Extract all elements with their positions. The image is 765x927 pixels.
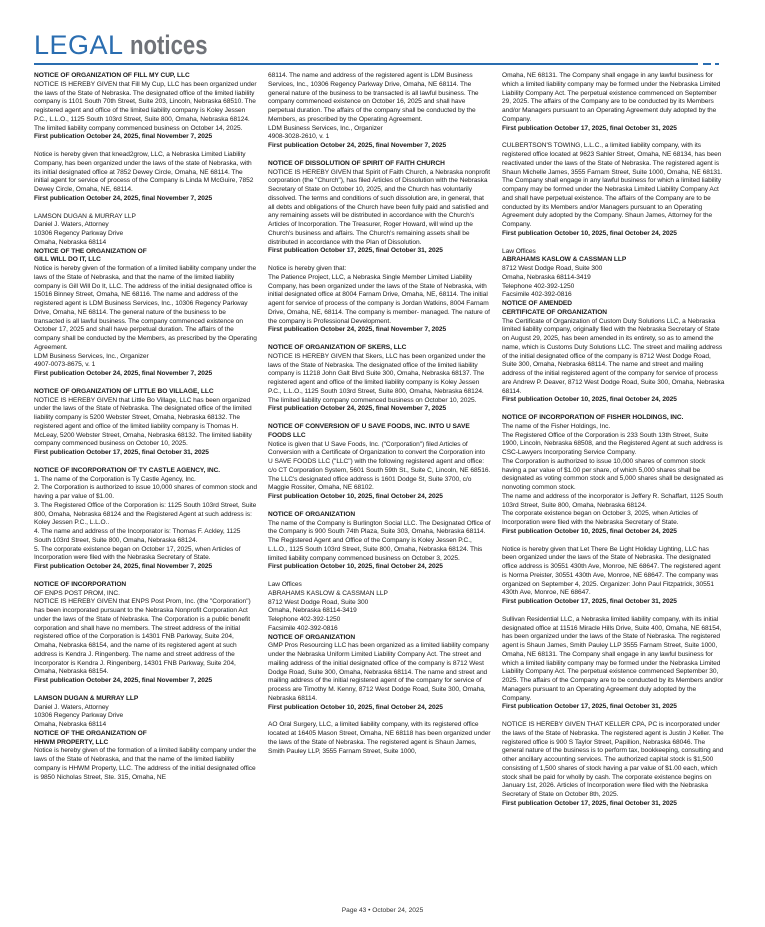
notice-body: The Certificate of Organization of Custom Duty Solutions LLC, a Nebraska limited liability company, originally filed with the Nebraska Secretary of State on August 29, 2025, has been amended in its entirety, so as to amend the name, which is Customs Duty Solutions LLC. The street and mailing address of the initial designated office of the company is 8712 West Dodge Road, Suite 300, Omaha, Nebraska 68114. The name and street and mailing address of the initial registered agent of the company for service of process are Andrew P. Deaver, 8712 West Dodge Road, Suite 300, Omaha, Nebraska 68114. [502, 317, 725, 395]
notice-heading: NOTICE OF CONVERSION OF U SAVE FOODS, INC. INTO U SAVE FOODS LLC [268, 423, 470, 439]
legal-notice [502, 616, 725, 712]
publication-dates: First publication October 10, 2025, final October 24, 2025 [268, 493, 443, 500]
legal-notice [34, 72, 257, 142]
legal-notice [34, 213, 257, 379]
notice-body: 3. The Registered Office of the Corporation is: 1125 South 103rd Street, Suite 800, Omaha, Nebraska 68124 and the Registered Agent at such address is: Koley Jessen P.C., L.L.O.. [34, 501, 257, 527]
notice-body: The name of the Fisher Holdings, Inc. [502, 422, 611, 430]
notice-body: LDM Business Services, Inc., Organizer [34, 352, 149, 360]
legal-notice [268, 721, 491, 756]
notice-body: NOTICE IS HEREBY GIVEN that Spirit of Faith Church, a Nebraska nonprofit corporation (the "Church"), has filed Articles of Dissolution with the Nebraska Secretary of State on October 10, 2025, and the Church has voluntarily dissolved. The terms and conditions of such dissolution are, in general, that all debts and obligations of the Church have been fully paid and satisfied and any remaining assets will be distributed in accordance with the Church's Articles of Incorporation. The Treasurer, Roger Howard, will wind up the Church's business and affairs. The Church's remaining assets shall be distributed in accordance with the Plan of Dissolution. [268, 168, 491, 246]
notice-body: The Patience Project, LLC, a Nebraska Single Member Limited Liability Company, has been organized under the laws of the State of Nebraska, with initial designated office at 8004 Farnam Drive, Omaha, NE, 68114. The initial agent for service of process of the company is Jordan Watkins, 8004 Farnam Drive, Omaha, NE, 68114. The company is member- managed. The nature of the company is Professional Development. [268, 273, 490, 325]
publication-dates: First publication October 10, 2025, final October 24, 2025 [268, 703, 443, 711]
notice-heading: NOTICE OF ORGANIZATION [268, 633, 356, 641]
publication-dates: First publication October 24, 2025, final November 7, 2025 [268, 405, 447, 413]
notice-body: Omaha, Nebraska 68114 [34, 721, 107, 728]
notice-body: Notice is hereby given that: [268, 265, 347, 272]
notice-heading: NOTICE OF DISSOLUTION OF SPIRIT OF FAITH CHURCH [268, 159, 445, 167]
legal-notice [268, 511, 491, 572]
legal-notice [502, 546, 725, 607]
notice-body: CULBERTSON'S TOWING, L.L.C., a limited liability company, with its registered office located at 9623 Sahler Street, Omaha, NE 68134, has been reactivated under the laws of the State of Nebraska. The registered agent is Shaun Michelle James, 3555 Farnam Street, Suite 1000, Omaha, NE 68131. The Company shall engage in any lawful business for which a limited liability company may be formed under the Nebraska Limited Liability Company Act and shall have perpetual existence. The affairs of the Company are to be conducted by its Members and/or Managers pursuant to an Operating Agreement duly adopted by the Company. Shaun James, Attorney for the Company. [502, 142, 723, 228]
notice-heading: GILL WILL DO IT, LLC [34, 256, 101, 264]
notice-body: Omaha, Nebraska 68114-3419 [268, 607, 357, 615]
notice-body: 10306 Regency Parkway Drive [34, 230, 124, 237]
notice-body: The name of the Company is Burlington Social LLC. The Designated Office of the Company is 900 South 74th Plaza, Suite 303, Omaha, Nebraska 68114. The Registered Agent and Office of the Company is Koley Jessen P.C., L.L.O., 1125 South 103rd Street, Suite 800, Omaha, Nebraska 68124. This limited liability company commenced business on October 3, 2025. [268, 519, 491, 562]
notice-body: LAMSON DUGAN & MURRAY LLP [34, 212, 136, 220]
notice-body: Omaha, Nebraska 68114 [34, 238, 107, 246]
notice-body: Telephone 402-392-1250 [268, 616, 341, 623]
publication-dates: First publication October 10, 2025, final October 24, 2025 [268, 563, 443, 571]
notice-body: Facsimile 402-392-0816 [268, 624, 338, 632]
legal-notice [268, 581, 491, 712]
publication-dates: First publication October 17, 2025, final October 31, 2025 [502, 799, 677, 807]
legal-notice [268, 160, 491, 256]
legal-notice [34, 467, 257, 572]
notice-body: ABRAHAMS KASLOW & CASSMAN LLP [268, 589, 388, 597]
notice-body: Omaha, Nebraska 68114-3419 [502, 273, 591, 281]
notice-body: Notice is hereby given that knead2grow, LLC, a Nebraska Limited Liability Company, has been organized under the laws of the state of Nebraska, with its initial designated office at 7852 Dewey Circle, Omaha, NE 68114. The initial agent for service of process of the Company is Linda M McGuire, 7852 Dewey Circle, Omaha, NE, 68114. [34, 151, 254, 193]
publication-dates: First publication October 17, 2025, final October 31, 2025 [502, 703, 677, 711]
notice-body: The corporate existence began on October 3, 2025, when Articles of Incorporation were filed with the Nebraska Secretary of State. [502, 510, 698, 526]
publication-dates: First publication October 17, 2025, final October 31, 2025 [502, 124, 677, 132]
notice-body: 4907-0073-8675, v. 1 [34, 361, 96, 369]
notice-heading: NOTICE OF ORGANIZATION [268, 510, 356, 518]
notice-body: The Corporation is authorized to issue 10,000 shares of common stock having a par value of $1.00 per share, of which 5,000 shares shall be designated as voting common stock and 5,000 shares shall be designated as nonvoting common stock. [502, 457, 724, 491]
notice-heading: NOTICE OF THE ORGANIZATION OF [34, 729, 147, 737]
column-3 [502, 72, 725, 902]
publication-dates: First publication October 24, 2025, final November 7, 2025 [34, 133, 213, 141]
notice-body: 68114. The name and address of the registered agent is LDM Business Services, Inc., 10306 Regency Parkway Drive, Omaha, NE 68114. The general nature of the business to be transacted is all lawful business. The company commenced existence on October 16, 2025 and shall have perpetual duration. The affairs of the company shall be conducted by the Members, as prescribed by the Operating Agreement. [268, 72, 479, 123]
notice-body: Telephone 402-392-1250 [502, 282, 575, 290]
notice-body: LDM Business Services, Inc., Organizer [268, 124, 383, 132]
publication-dates: First publication October 10, 2025, final October 24, 2025 [502, 229, 677, 237]
legal-notice [34, 581, 257, 686]
notice-body: Facsimile 402-392-0816 [502, 291, 572, 299]
notice-body: The Registered Office of the Corporation is 233 South 13th Street, Suite 1900, Lincoln, Nebraska 68508, and the Registered Agent at such address is CSC-Lawyers Incorporating Service Company. [502, 431, 723, 456]
notice-heading: ABRAHAMS KASLOW & CASSMAN LLP [502, 256, 627, 264]
legal-notice [268, 423, 491, 502]
notice-body: 4908-3028-2610, v. 1 [268, 133, 330, 141]
column-1 [34, 72, 257, 902]
notice-columns [34, 72, 726, 902]
publication-dates: First publication October 24, 2025, final November 7, 2025 [268, 142, 447, 149]
masthead-rule-dash [715, 63, 719, 65]
notice-heading: NOTICE OF THE ORGANIZATION OF [34, 247, 147, 255]
notice-body: 10306 Regency Parkway Drive [34, 712, 124, 720]
legal-notice [268, 344, 491, 414]
notice-body: Notice is hereby given that Let There Be Light Holiday Lighting, LLC has been organized under the laws of the State of Nebraska. The designated office address is 30551 430th Ave, Monroe, NE 68647. The registered agent is Norma Preister, 30551 430th Ave, Monroe, NE 68647. The company was organized on September 4, 2025. Organizer: John Paul Fitzpatrick, 30551 430th Ave, Monroe, NE 68647. [502, 545, 721, 597]
legal-notice [34, 695, 257, 783]
masthead [34, 30, 224, 64]
notice-body: NOTICE IS HEREBY GIVEN that Fill My Cup, LLC has been organized under the laws of the State of Nebraska. The designated office of the limited liability company is 1101 South 70th Street, Suite 203, Lincoln, Nebraska 68510. The registered agent and office of the limited liability company is Koley Jessen P.C., L.L.O., 1125 South 103rd Street, Suite 800, Omaha, Nebraska 68124. The limited liability company commenced business on October 14, 2025. [34, 80, 257, 132]
notice-body: 8712 West Dodge Road, Suite 300 [268, 598, 369, 606]
notice-body: 5. The corporate existence began on October 17, 2025, when Articles of Incorporation were filed with the Nebraska Secretary of State. [34, 545, 241, 562]
publication-dates: First publication October 10, 2025, final October 24, 2025 [502, 527, 677, 535]
notice-heading: NOTICE OF INCORPORATION [34, 580, 127, 588]
notice-heading: LAMSON DUGAN & MURRAY LLP [34, 694, 139, 702]
notice-heading: NOTICE OF ORGANIZATION OF LITTLE BO VILLAGE, LLC [34, 387, 214, 395]
notice-body: 1. The name of the Corporation is Ty Castle Agency, Inc. [34, 475, 196, 483]
notice-body: Law Offices [502, 247, 536, 255]
publication-dates: First publication October 24, 2025, final November 7, 2025 [34, 370, 213, 377]
legal-notice [502, 72, 725, 133]
publication-dates: First publication October 24, 2025, final November 7, 2025 [34, 677, 213, 684]
notice-heading: NOTICE OF AMENDED [502, 300, 572, 307]
masthead-legal: LEGAL [34, 30, 124, 60]
notice-heading: NOTICE OF ORGANIZATION OF SKERS, LLC [268, 344, 407, 351]
notice-body: NOTICE IS HEREBY GIVEN that Little Bo Village, LLC has been organized under the laws of the State of Nebraska. The designated office of the limited liability company is 5200 Webster Street, Omaha, Nebraska 68132. The registered agent and office of the limited liability company is Thomas H. McLeay, 5200 Webster Street, Omaha, Nebraska 68132. The limited liability company commenced business on October 10, 2025. [34, 396, 252, 448]
legal-notice [268, 72, 491, 151]
notice-body: Law Offices [268, 581, 302, 588]
publication-dates: First publication October 24, 2025, final November 7, 2025 [268, 326, 447, 334]
notice-body: GMP Pros Resourcing LLC has been organized as a limited liability company under the Nebraska Uniform Limited Liability Company Act. The street and mailing address of the initial designated office of the company is 8712 West Dodge Road, Suite 300, Omaha, Nebraska 68114. The name and street and mailing address of the initial registered agent of the company for service of process are Timothy M. Kenny, 8712 West Dodge Road, Suite 300, Omaha, Nebraska 68114. [268, 642, 489, 702]
notice-body: Notice is given that U Save Foods, Inc. ("Corporation") filed Articles of Conversion with a Certificate of Organization to convert the Corporation into U SAVE FOODS LLC ("LLC") with the following registered agent and office: c/o CT Corporation System, 5601 South 59th St., Suite C, Lincoln, NE 68516. The LLC's designated office address is 1601 Dodge St, Suite 3700, c/o Maggie Rossiter, Omaha, NE 68102. [268, 440, 491, 492]
notice-body: 4. The name and address of the Incorporator is: Thomas F. Ackley, 1125 South 103rd Street, Suite 800, Omaha, Nebraska 68124. [34, 528, 241, 544]
publication-dates: First publication October 24, 2025, final November 7, 2025 [34, 563, 213, 570]
masthead-rule [34, 63, 698, 65]
column-2 [268, 72, 491, 902]
legal-notice [502, 721, 725, 809]
notice-body: Daniel J. Waters, Attorney [34, 221, 109, 229]
publication-dates: First publication October 17, 2025, final October 31, 2025 [502, 598, 677, 605]
publication-dates: First publication October 17, 2025, final October 31, 2025 [268, 247, 443, 255]
page-footer: Page 43 • October 24, 2025 [341, 907, 424, 914]
notice-body: Omaha, NE 68131. The Company shall engage in any lawful business for which a limited liability company may be formed under the Nebraska Limited Liability Company Act. The perpetual existence commenced on September 29, 2025. The affairs of the Company are to be conducted by its Members and/or Managers pursuant to an Operating Agreement duly adopted by the Company. [502, 72, 721, 123]
notice-body: AO Oral Surgery, LLC, a limited liability company, with its registered office located at 16405 Mason Street, Omaha, NE 68118 has been organized under the laws of the State of Nebraska. The registered agent is Shaun James, Smith Pauley LLP, 3555 Farnam Street, Suite 1000, [268, 721, 491, 755]
notice-body: Notice is hereby given of the formation of a limited liability company under the laws of the State of Nebraska, and that the name of the limited liability company is HHWM Property, LLC. The address of the initial designated office is 9850 Nicholas Street, Ste. 315, Omaha, NE [34, 747, 257, 781]
notice-body: NOTICE IS HEREBY GIVEN that Skers, LLC has been organized under the laws of the State of Nebraska. The designated office of the limited liability company is 11218 John Galt Blvd Suite 300, Omaha, Nebraska 68137. The registered agent and office of the limited liability company is Koley Jessen P.C., L.L.O., 1125 South 103rd Street, Suite 800, Omaha, Nebraska 68124. The limited liability company commenced business on October 10, 2025. [268, 352, 486, 404]
legal-notice [34, 388, 257, 458]
notice-body: 8712 West Dodge Road, Suite 300 [502, 265, 603, 272]
notice-body: NOTICE IS HEREBY GIVEN that ENPS Post Prom, Inc. (the "Corporation") has been incorporated pursuant to the Nebraska Nonprofit Corporation Act under the laws of the State of Nebraska. The Corporation is a public benefit corporation and shall have no members. The street address of the initial registered office of the Corporation is 14301 FNB Parkway, Suite 204, Omaha, Nebraska 68154, and the name of its registered agent at such address is Kendra J. Ringenberg. The name and street address of the Incorporator is Kendra J. Ringenberg, 14301 FNB Parkway, Suite 204, Omaha, Nebraska 68154. [34, 598, 251, 676]
legal-notice [34, 151, 257, 204]
masthead-rule-dash [703, 63, 711, 65]
legal-notice [502, 142, 725, 238]
legal-notice [502, 414, 725, 537]
notice-body: Daniel J. Waters, Attorney [34, 703, 109, 711]
notice-heading: CERTIFICATE OF ORGANIZATION [502, 308, 607, 316]
notice-heading: HHWM PROPERTY, LLC [34, 738, 109, 746]
publication-dates: First publication October 17, 2025, final October 31, 2025 [34, 449, 209, 456]
legal-notice [502, 248, 725, 406]
publication-dates: First publication October 24, 2025, final November 7, 2025 [34, 194, 213, 202]
publication-dates: First publication October 10, 2025, final October 24, 2025 [502, 396, 677, 404]
notice-heading: NOTICE OF INCORPORATION OF TY CASTLE AGENCY, INC. [34, 466, 221, 474]
notice-heading: NOTICE OF ORGANIZATION OF FILL MY CUP, LLC [34, 72, 190, 79]
notice-body: Notice is hereby given of the formation of a limited liability company under the laws of the State of Nebraska, and that the name of the limited liability company is Gill Will Do It, LLC. The address of the initial designated office is 15016 Binney Street, Omaha, NE 68116. The name and address of the registered agent is LDM Business Services, Inc., 10306 Regency Parkway Drive, Omaha, NE 68114. The general nature of the business to be transacted is all lawful business. The company commenced existence on October 17, 2025 and shall have perpetual duration. The affairs of the company shall be conducted by the Members, as prescribed by the Operating Agreement. [34, 265, 257, 351]
notice-heading: NOTICE OF INCORPORATION OF FISHER HOLDINGS, INC. [502, 414, 684, 421]
notice-body: OF ENPS POST PROM, INC. [34, 589, 120, 597]
masthead-notices: notices [129, 30, 208, 60]
notice-body: Sullivan Residential LLC, a Nebraska limited liability company, with its initial designated office at 11516 Miracle Hills Drive, Suite 400, Omaha, NE 68154, has been organized under the laws of the State of Nebraska. The registered agent is Shaun James, Smith Pauley LLP 3555 Farnam Street, Suite 1000, Omaha, NE 68131. The Company shall engage in any lawful business for which a limited liability company may be formed under the Nebraska Limited Liability Company Act. The perpetual existence commenced September 30, 2025. The affairs of the Company are to be conducted by its Members and/or Managers pursuant to an Operating Agreement duly adopted by the Company. [502, 615, 724, 702]
notice-body: NOTICE IS HEREBY GIVEN THAT KELLER CPA, PC is incorporated under the laws of the State of Nebraska. The registered agent is Justin J Keller. The registered office is 900 S Taylor Street, Papillion, Nebraska 68046. The general nature of the business is to perform tax, bookkeeping, consulting and other ancillary accounting services. The authorized capital stock is $1,500 consisting of 1,500 shares of stock having a par value of $1.00 each, which stock shall be paid for wholly by cash. The corporate existence begins on January 1st, 2026. Articles of Incorporation were filed with the Nebraska Secretary of State on October 8th, 2025. [502, 721, 724, 798]
notice-body: 2. The Corporation is authorized to issue 10,000 shares of common stock and having a par value of $1.00. [34, 484, 257, 500]
notice-body: The name and address of the incorporator is Jeffery R. Schaffart, 1125 South 103rd Street, Suite 800, Omaha, Nebraska 68124. [502, 492, 723, 509]
legal-notice [268, 265, 491, 335]
